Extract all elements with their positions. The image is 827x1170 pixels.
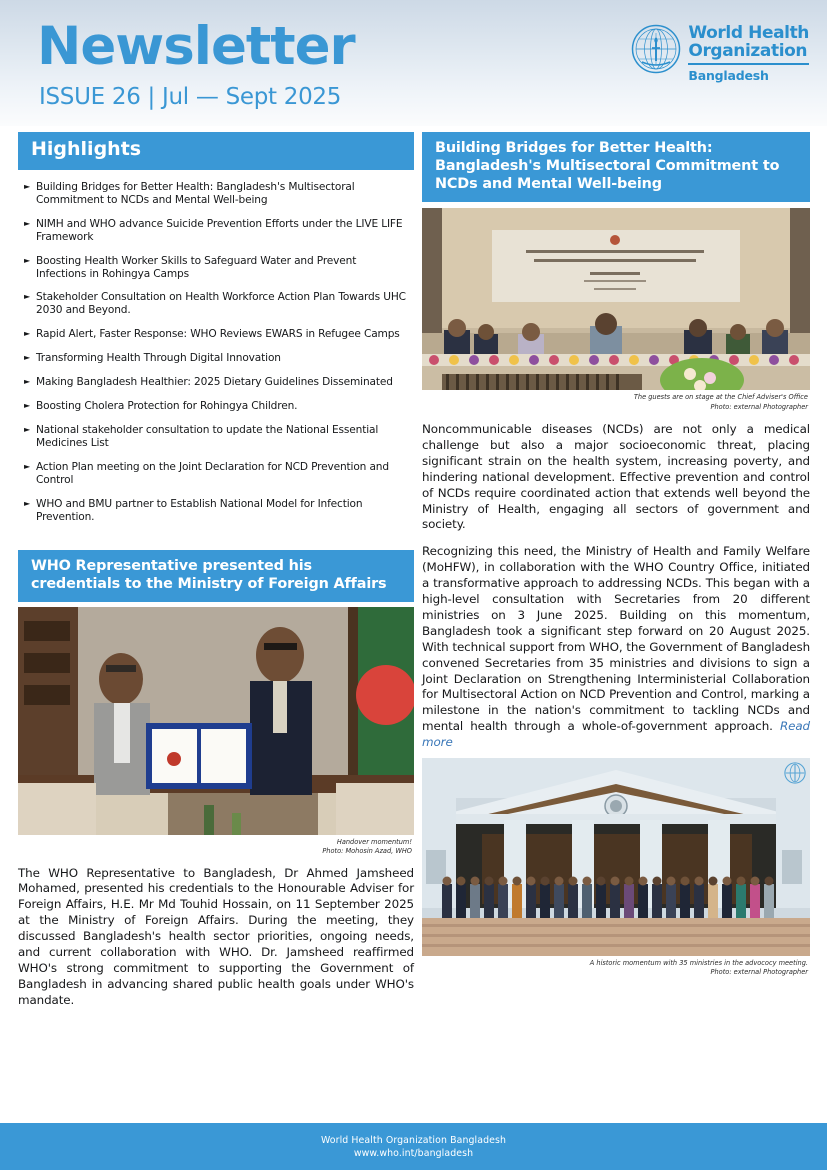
page-footer (0, 1123, 827, 1170)
list-item[interactable] (24, 498, 406, 524)
triangle-bullet-icon: ► (24, 401, 31, 411)
triangle-bullet-icon: ► (24, 377, 31, 387)
page-title: Newsletter (37, 16, 355, 77)
list-item[interactable] (24, 461, 406, 487)
list-item[interactable] (24, 352, 406, 365)
list-item-label: National stakeholder consultation to update the National Essential Medicines List (36, 424, 379, 449)
list-item[interactable] (24, 400, 406, 413)
list-item-label: Boosting Cholera Protection for Rohingya Children. (36, 400, 298, 413)
bridges-paragraph-2 (422, 544, 810, 751)
list-item-label: Making Bangladesh Healthier: 2025 Dietary Guidelines Disseminated (36, 376, 393, 389)
logo-line-1: World Health (688, 23, 809, 43)
list-item[interactable] (24, 424, 406, 450)
triangle-bullet-icon: ► (24, 353, 31, 363)
caption-line-1: A historic momentum with 35 ministries in the advococy meeting. (589, 958, 808, 967)
handover-ceremony-photo (18, 607, 414, 835)
triangle-bullet-icon: ► (24, 218, 31, 228)
credentials-article-title: WHO Representative presented his credentials to the Ministry of Foreign Affairs (31, 557, 387, 592)
logo-line-2: Organization (688, 41, 808, 62)
page-header (0, 0, 827, 126)
list-item-label: Action Plan meeting on the Joint Declaration for NCD Prevention and Control (36, 460, 389, 486)
list-item-label: Transforming Health Through Digital Innovation (36, 352, 281, 365)
footer-website[interactable]: www.who.int/bangladesh (353, 1147, 474, 1159)
triangle-bullet-icon: ► (24, 329, 31, 339)
stage-photo-caption (422, 390, 810, 412)
group-photo-caption (422, 956, 810, 978)
footer-organization: World Health Organization Bangladesh (320, 1134, 507, 1146)
list-item[interactable] (24, 181, 406, 207)
triangle-bullet-icon: ► (24, 181, 31, 191)
logo-line-3: Bangladesh (688, 68, 769, 84)
list-item[interactable] (24, 255, 406, 281)
caption-line-2: Photo: external Photographer (710, 968, 808, 977)
list-item-label: Rapid Alert, Faster Response: WHO Reviews EWARS in Refugee Camps (36, 328, 400, 341)
caption-line-1: The guests are on stage at the Chief Adviser's Office (633, 393, 808, 402)
list-item[interactable] (24, 291, 406, 317)
list-item-label: Stakeholder Consultation on Health Workforce Action Plan Towards UHC 2030 and Beyond. (36, 291, 406, 317)
list-item[interactable] (24, 218, 406, 244)
who-watermark-icon (784, 762, 806, 784)
caption-line-2: Photo: external Photographer (710, 402, 808, 411)
credentials-paragraph: The WHO Representative to Bangladesh, Dr Ahmed Jamsheed Mohamed, presented his credentials to the Honourable Adviser for Foreign Affairs, H.E. Mr Md Touhid Hossain, on 11 September 2025 at the Ministry of Foreign Affairs. During the meeting, they discussed Bangladesh's health sector priorities, ongoing needs, and current collaboration with WHO. Dr. Jamsheed reaffirmed WHO's strong commitment to supporting the Government of Bangladesh in advancing shared public health goals under WHO's mandate. (18, 865, 414, 1007)
triangle-bullet-icon: ► (24, 292, 31, 302)
bridges-paragraph-1: Noncommunicable diseases (NCDs) are not only a medical challenge but also a major socioeconomic threat, placing significant strain on the health system, increasing poverty, and hindering national development. Effective prevention and control of NCDs require coordinated action that extends well beyond the Ministry of Health, engaging all sectors of government and society. (422, 422, 810, 532)
highlights-list (18, 170, 414, 536)
handover-photo-caption (18, 835, 414, 857)
read-more-link[interactable]: Read more (422, 719, 810, 750)
list-item-label: Building Bridges for Better Health: Bangladesh's Multisectoral Commitment to NCDs and Mental Well-being (36, 180, 355, 206)
caption-line-1: Handover momentum! (336, 837, 412, 846)
right-column (422, 132, 810, 978)
who-logo (631, 24, 809, 83)
list-item[interactable] (24, 376, 406, 389)
left-column (18, 132, 414, 1009)
triangle-bullet-icon: ► (24, 255, 31, 265)
chief-adviser-office-stage-photo (422, 208, 810, 390)
list-item-label: WHO and BMU partner to Establish National Model for Infection Prevention. (36, 497, 363, 523)
35-ministries-group-photo (422, 758, 810, 956)
bridges-paragraph-2-text: Recognizing this need, the Ministry of Health and Family Welfare (MoHFW), in collaboration with the WHO Country Office, initiated a transformative approach to addressing NCDs. This began with a high-level consultation with Secretaries from 20 different ministries on 3 June 2025. Building on this momentum, Bangladesh took a significant step forward on 20 August 2025. With technical support from WHO, the Government of Bangladesh convened Secretaries from 35 ministries and divisions to sign a Joint Declaration on Strengthening Interministerial Collaboration for Multisectoral Action on NCD Prevention and Control, marking a milestone in the nation's commitment to tackling NCDs and mental health through a whole-of-government approach. (422, 544, 810, 734)
bridges-article-band (422, 132, 810, 202)
bridges-article-title: Building Bridges for Better Health: Bangladesh's Multisectoral Commitment to NCDs and Mental Well-being (435, 140, 780, 193)
highlights-label: Highlights (31, 138, 142, 160)
highlights-band (18, 132, 414, 170)
credentials-article-band (18, 550, 414, 602)
triangle-bullet-icon: ► (24, 461, 31, 471)
triangle-bullet-icon: ► (24, 498, 31, 508)
list-item-label: NIMH and WHO advance Suicide Prevention Efforts under the LIVE LIFE Framework (36, 217, 403, 243)
list-item-label: Boosting Health Worker Skills to Safeguard Water and Prevent Infections in Rohingya Camps (36, 254, 357, 280)
who-emblem-icon (631, 24, 681, 74)
triangle-bullet-icon: ► (24, 425, 31, 434)
logo-divider (688, 63, 809, 65)
issue-subtitle: ISSUE 26 | Jul — Sept 2025 (39, 84, 342, 110)
list-item[interactable] (24, 328, 406, 341)
bridges-article-body (422, 422, 810, 751)
caption-line-2: Photo: Mohosin Azad, WHO (322, 847, 412, 856)
credentials-article-body (18, 866, 414, 1009)
